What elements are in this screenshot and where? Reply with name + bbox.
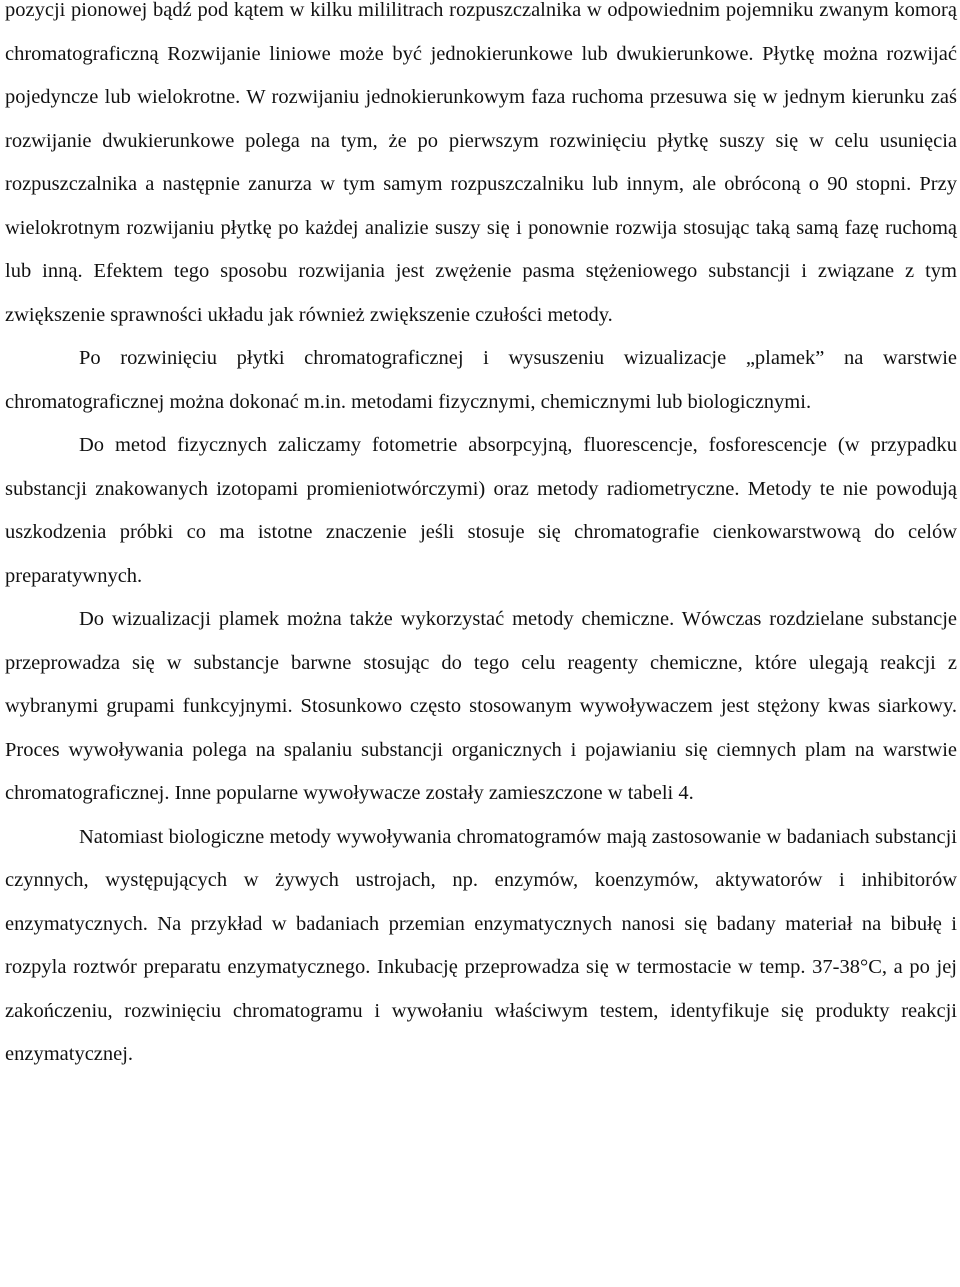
document-page <box>5 0 957 1077</box>
paragraph-chemical-methods: Do wizualizacji plamek można także wykorzystać metody chemiczne. Wówczas rozdzielane substancje przeprowadza się w substancje barwne stosując do tego celu reagenty chemiczne, które ulegają reakcji z wybranymi grupami funkcyjnymi. Stosunkowo często stosowanym wywoływaczem jest stężony kwas siarkowy. Proces wywoływania polega na spalaniu substancji organicznych i pojawianiu się ciemnych plam na warstwie chromatograficznej. Inne popularne wywoływacze zostały zamieszczone w tabeli 4. <box>5 608 957 804</box>
paragraph-plate-development: pozycji pionowej bądź pod kątem w kilku mililitrach rozpuszczalnika w odpowiednim pojemniku zwanym komorą chromatograficzną Rozwijanie liniowe może być jednokierunkowe lub dwukierunkowe. Płytkę można rozwijać pojedyncze lub wielokrotne. W rozwijaniu jednokierunkowym faza ruchoma przesuwa się w jednym kierunku zaś rozwijanie dwukierunkowe polega na tym, że po pierwszym rozwinięciu płytkę suszy się w celu usunięcia rozpuszczalnika a następnie zanurza w tym samym rozpuszczalniku lub innym, ale obróconą o 90 stopni. Przy wielokrotnym rozwijaniu płytkę po każdej analizie suszy się i ponownie rozwija stosując taką samą fazę ruchomą lub inną. Efektem tego sposobu rozwijania jest zwężenie pasma stężeniowego substancji i związane z tym zwiększenie sprawności układu jak również zwiększenie czułości metody. <box>5 0 957 326</box>
paragraph-visualization-intro: Po rozwinięciu płytki chromatograficznej i wysuszeniu wizualizacje „plamek” na warstwie chromatograficznej można dokonać m.in. metodami fizycznymi, chemicznymi lub biologicznymi. <box>5 347 957 413</box>
paragraph-physical-methods: Do metod fizycznych zaliczamy fotometrie absorpcyjną, fluorescencje, fosforescencje (w przypadku substancji znakowanych izotopami promieniotwórczymi) oraz metody radiometryczne. Metody te nie powodują uszkodzenia próbki co ma istotne znaczenie jeśli stosuje się chromatografie cienkowarstwową do celów preparatywnych. <box>5 434 957 587</box>
paragraph-biological-methods: Natomiast biologiczne metody wywoływania chromatogramów mają zastosowanie w badaniach substancji czynnych, występujących w żywych ustrojach, np. enzymów, koenzymów, aktywatorów i inhibitorów enzymatycznych. Na przykład w badaniach przemian enzymatycznych nanosi się badany materiał na bibułę i rozpyla roztwór preparatu enzymatycznego. Inkubację przeprowadza się w termostacie w temp. 37-38°C, a po jej zakończeniu, rozwinięciu chromatogramu i wywołaniu właściwym testem, identyfikuje się produkty reakcji enzymatycznej. <box>5 825 957 1065</box>
